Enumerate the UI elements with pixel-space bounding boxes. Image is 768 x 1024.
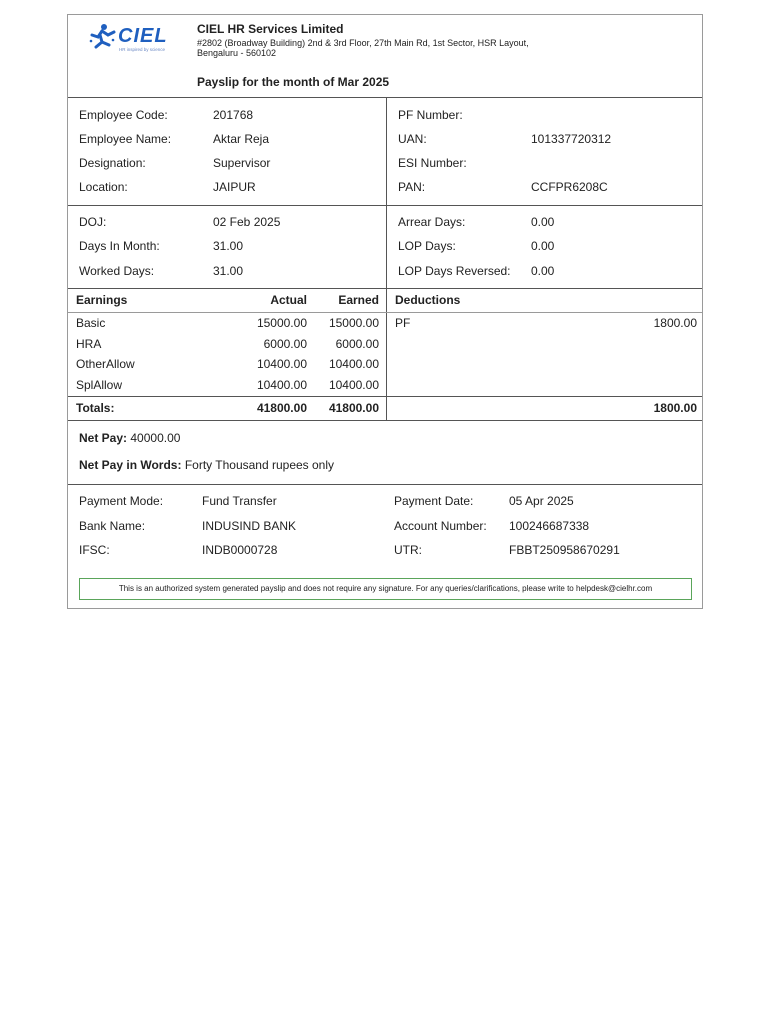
employee-name-label: Employee Name: bbox=[79, 132, 172, 146]
net-pay-words bbox=[79, 458, 334, 472]
days-in-month-value: 31.00 bbox=[213, 239, 244, 253]
payment-mode-value: Fund Transfer bbox=[202, 494, 277, 508]
totals-label: Totals: bbox=[76, 401, 115, 415]
company-address-line2: Bengaluru - 560102 bbox=[197, 48, 277, 58]
net-pay bbox=[79, 431, 180, 445]
employee-code-label: Employee Code: bbox=[79, 108, 168, 122]
deductions-header: Deductions bbox=[395, 293, 461, 307]
location-label: Location: bbox=[79, 180, 128, 194]
arrear-days-label: Arrear Days: bbox=[398, 215, 466, 229]
payslip bbox=[67, 14, 703, 609]
ifsc-label: IFSC: bbox=[79, 543, 110, 557]
pan-label: PAN: bbox=[398, 180, 426, 194]
worked-days-label: Worked Days: bbox=[79, 264, 155, 278]
company-logo bbox=[88, 23, 180, 51]
column-divider bbox=[386, 288, 387, 420]
earning-actual: 15000.00 bbox=[256, 316, 307, 330]
uan-value: 101337720312 bbox=[531, 132, 612, 146]
earning-actual: 10400.00 bbox=[256, 357, 307, 371]
company-name: CIEL HR Services Limited bbox=[197, 22, 344, 36]
totals-earned: 41800.00 bbox=[328, 401, 379, 415]
footer-note: This is an authorized system generated payslip and does not require any signature. For any queries/clarifications, please write to helpdesk@cielhr.com bbox=[79, 578, 692, 600]
totals-deductions: 1800.00 bbox=[653, 401, 697, 415]
account-number-label: Account Number: bbox=[394, 519, 487, 533]
deduction-name: PF bbox=[395, 316, 411, 330]
divider bbox=[68, 205, 702, 206]
actual-header: Actual bbox=[270, 293, 307, 307]
divider bbox=[68, 396, 702, 397]
earning-earned: 15000.00 bbox=[328, 316, 379, 330]
logo-text: CIEL bbox=[118, 25, 168, 47]
earned-header: Earned bbox=[338, 293, 379, 307]
location-value: JAIPUR bbox=[213, 180, 256, 194]
days-in-month-label: Days In Month: bbox=[79, 239, 160, 253]
logo-figure-icon bbox=[88, 23, 118, 49]
lop-days-label: LOP Days: bbox=[398, 239, 456, 253]
lop-days-reversed-value: 0.00 bbox=[531, 264, 555, 278]
net-pay-words-value: Forty Thousand rupees only bbox=[184, 458, 335, 472]
designation-value: Supervisor bbox=[213, 156, 271, 170]
esi-number-label: ESI Number: bbox=[398, 156, 467, 170]
utr-label: UTR: bbox=[394, 543, 422, 557]
payment-mode-label: Payment Mode: bbox=[79, 494, 164, 508]
account-number-value: 100246687338 bbox=[509, 519, 590, 533]
earning-actual: 6000.00 bbox=[263, 337, 307, 351]
pf-number-label: PF Number: bbox=[398, 108, 463, 122]
divider bbox=[68, 312, 702, 313]
earnings-header: Earnings bbox=[76, 293, 128, 307]
net-pay-value: 40000.00 bbox=[130, 431, 181, 445]
earning-name: HRA bbox=[76, 337, 102, 351]
payment-date-value: 05 Apr 2025 bbox=[509, 494, 574, 508]
logo-tagline: HR inspired by science bbox=[119, 47, 166, 52]
divider bbox=[68, 97, 702, 98]
employee-name-value: Aktar Reja bbox=[213, 132, 270, 146]
earning-earned: 10400.00 bbox=[328, 357, 379, 371]
earning-actual: 10400.00 bbox=[256, 378, 307, 392]
totals-actual: 41800.00 bbox=[256, 401, 307, 415]
earning-name: SplAllow bbox=[76, 378, 123, 392]
company-address-line1: #2802 (Broadway Building) 2nd & 3rd Floor, 27th Main Rd, 1st Sector, HSR Layout, bbox=[197, 38, 529, 48]
doj-value: 02 Feb 2025 bbox=[213, 215, 281, 229]
earning-earned: 6000.00 bbox=[335, 337, 379, 351]
arrear-days-value: 0.00 bbox=[531, 215, 555, 229]
net-pay-words-label: Net Pay in Words: bbox=[79, 458, 182, 472]
deduction-amount: 1800.00 bbox=[653, 316, 697, 330]
column-divider bbox=[386, 97, 387, 289]
ifsc-value: INDB0000728 bbox=[202, 543, 278, 557]
uan-label: UAN: bbox=[398, 132, 427, 146]
payslip-title: Payslip for the month of Mar 2025 bbox=[197, 75, 390, 89]
earning-earned: 10400.00 bbox=[328, 378, 379, 392]
worked-days-value: 31.00 bbox=[213, 264, 244, 278]
divider bbox=[68, 288, 702, 289]
net-pay-label: Net Pay: bbox=[79, 431, 128, 445]
designation-label: Designation: bbox=[79, 156, 146, 170]
utr-value: FBBT250958670291 bbox=[509, 543, 620, 557]
earning-name: OtherAllow bbox=[76, 357, 135, 371]
bank-name-value: INDUSIND BANK bbox=[202, 519, 297, 533]
employee-code-value: 201768 bbox=[213, 108, 254, 122]
doj-label: DOJ: bbox=[79, 215, 107, 229]
divider bbox=[68, 420, 702, 421]
payment-date-label: Payment Date: bbox=[394, 494, 474, 508]
lop-days-reversed-label: LOP Days Reversed: bbox=[398, 264, 511, 278]
divider bbox=[68, 484, 702, 485]
pan-value: CCFPR6208C bbox=[531, 180, 608, 194]
lop-days-value: 0.00 bbox=[531, 239, 555, 253]
earning-name: Basic bbox=[76, 316, 106, 330]
bank-name-label: Bank Name: bbox=[79, 519, 146, 533]
